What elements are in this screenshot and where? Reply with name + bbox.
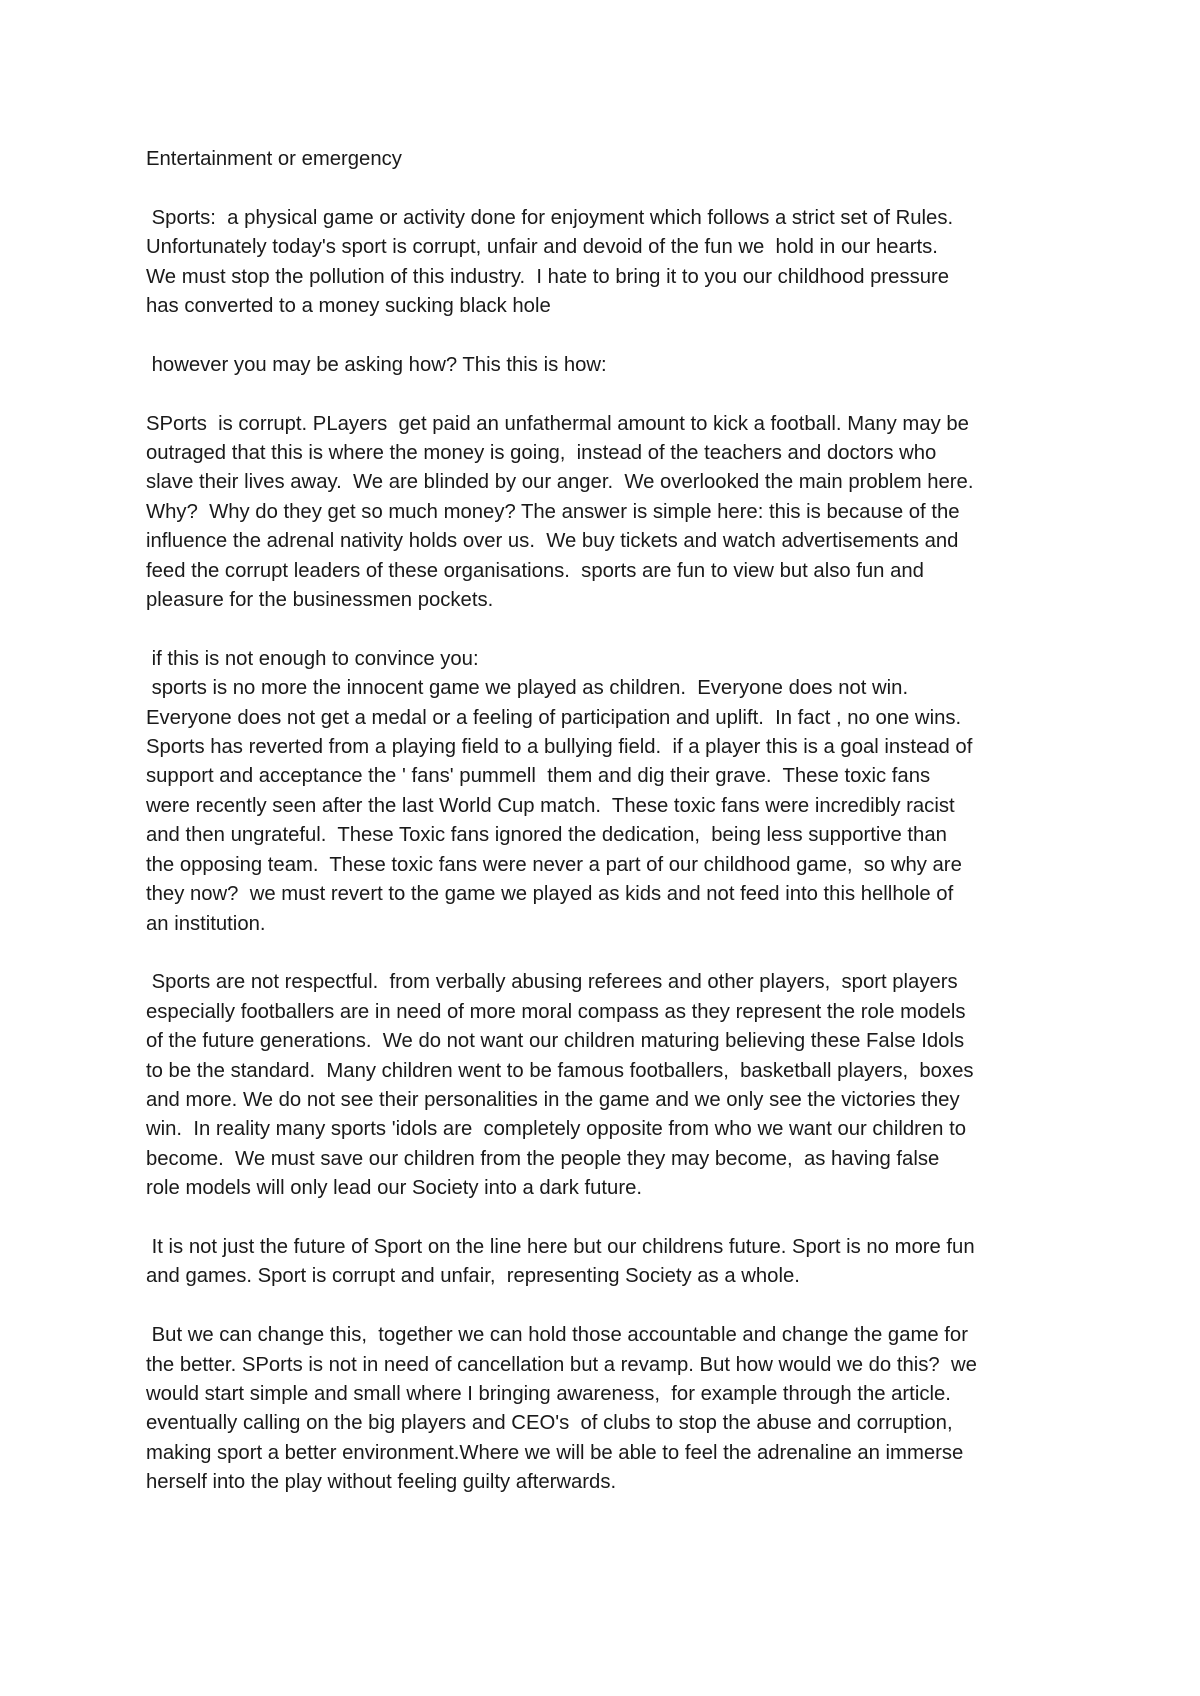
text-line: and then ungrateful. These Toxic fans ignored the dedication, being less supportive than [146,824,947,847]
document-title: Entertainment or emergency [146,148,402,170]
text-line: pleasure for the businessmen pockets. [146,589,494,612]
text-line: of the future generations. We do not want our children maturing believing these False Idols [146,1030,965,1053]
text-line: Everyone does not get a medal or a feeling of participation and uplift. In fact , no one wins. [146,706,962,729]
paragraph [146,351,1106,380]
text-line: they now? we must revert to the game we played as kids and not feed into this hellhole of [146,883,954,906]
text-line: But we can change this, together we can hold those accountable and change the game for [146,1324,968,1347]
text-line: an institution. [146,912,266,935]
text-line: and games. Sport is corrupt and unfair, representing Society as a whole. [146,1265,800,1288]
text-line: Sports are not respectful. from verbally abusing referees and other players, sport players [146,971,958,994]
paragraph [146,645,1106,674]
paragraph [146,1321,1106,1497]
paragraph [146,204,1106,322]
text-line: win. In reality many sports 'idols are completely opposite from who we want our children to [146,1118,966,1141]
text-line: It is not just the future of Sport on the line here but our childrens future. Sport is no more fun [146,1235,975,1258]
text-line: the opposing team. These toxic fans were never a part of our childhood game, so why are [146,853,962,876]
text-line: herself into the play without feeling guilty afterwards. [146,1471,617,1494]
text-line: Unfortunately today's sport is corrupt, unfair and devoid of the fun we hold in our hearts. [146,236,938,259]
text-line: feed the corrupt leaders of these organisations. sports are fun to view but also fun and [146,559,924,582]
text-line: Why? Why do they get so much money? The answer is simple here: this is because of the [146,500,960,523]
text-line: to be the standard. Many children went to be famous footballers, basketball players, boxes [146,1059,974,1082]
text-line: would start simple and small where I bringing awareness, for example through the article. [146,1382,951,1405]
text-line: role models will only lead our Society into a dark future. [146,1177,643,1200]
text-line: become. We must save our children from the people they may become, as having false [146,1147,940,1170]
text-line: Sports: a physical game or activity done for enjoyment which follows a strict set of Rules. [146,206,954,229]
paragraph [146,1233,1106,1292]
text-line: eventually calling on the big players and CEO's of clubs to stop the abuse and corruption, [146,1412,953,1435]
text-line: Sports has reverted from a playing field to a bullying field. if a player this is a goal instead of [146,736,973,759]
text-line: if this is not enough to convince you: [146,647,479,670]
text-line: has converted to a money sucking black hole [146,295,551,318]
paragraph [146,674,1106,939]
document-body [146,145,1106,1527]
text-line: influence the adrenal nativity holds over us. We buy tickets and watch advertisements and [146,530,959,553]
text-line: especially footballers are in need of more moral compass as they represent the role models [146,1000,966,1023]
paragraph [146,410,1106,616]
paragraph-list [146,204,1106,1498]
text-line: the better. SPorts is not in need of cancellation but a revamp. But how would we do this? we [146,1353,977,1376]
text-line: and more. We do not see their personalities in the game and we only see the victories they [146,1088,960,1111]
text-line: SPorts is corrupt. PLayers get paid an unfathermal amount to kick a football. Many may be [146,412,969,435]
text-line: outraged that this is where the money is going, instead of the teachers and doctors who [146,442,937,465]
text-line: however you may be asking how? This this is how: [146,353,607,376]
text-line: making sport a better environment.Where we will be able to feel the adrenaline an immerse [146,1441,964,1464]
text-line: support and acceptance the ' fans' pummell them and dig their grave. These toxic fans [146,765,931,788]
text-line: slave their lives away. We are blinded by our anger. We overlooked the main problem here. [146,471,974,494]
text-line: We must stop the pollution of this industry. I hate to bring it to you our childhood pressure [146,265,950,288]
text-line: sports is no more the innocent game we played as children. Everyone does not win. [146,677,909,700]
text-line: were recently seen after the last World Cup match. These toxic fans were incredibly racist [146,794,955,817]
paragraph [146,968,1106,1203]
